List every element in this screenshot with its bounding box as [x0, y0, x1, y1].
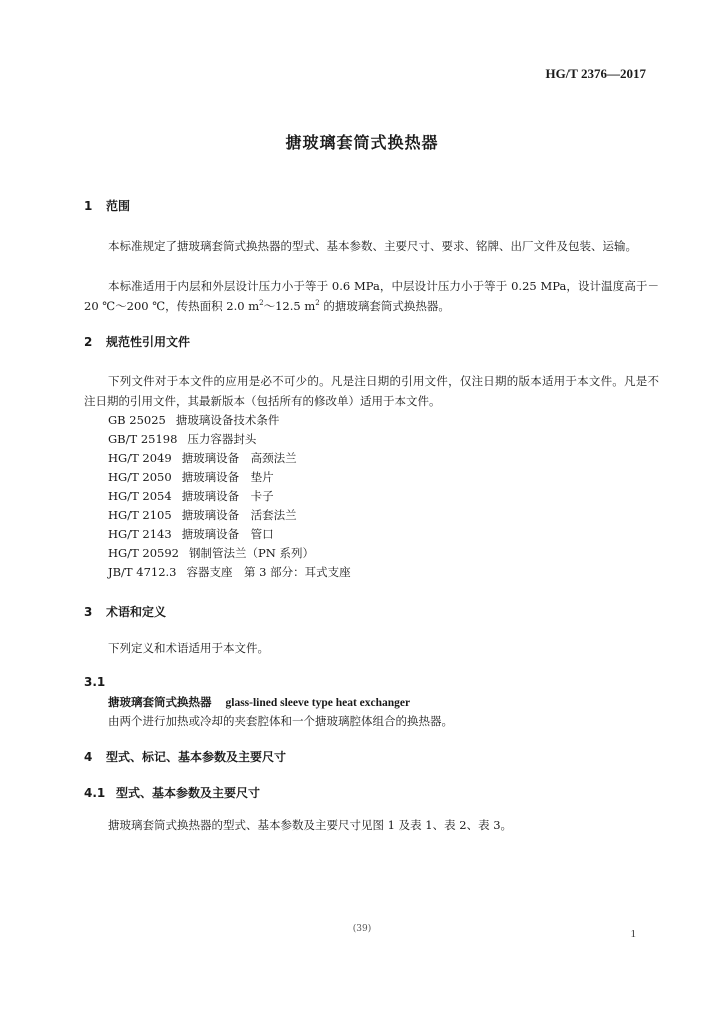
text-segment: 的搪玻璃套筒式换热器。	[319, 299, 450, 313]
reference-list	[108, 411, 628, 582]
section-1-heading	[84, 197, 130, 214]
superscript: 2	[259, 299, 264, 308]
paragraph-types: 搪玻璃套筒式换热器的型式、基本参数及主要尺寸见图 1 及表 1、表 2、表 3。	[108, 818, 513, 832]
reference-item	[108, 468, 628, 487]
reference-item	[108, 544, 628, 563]
reference-code: HG/T 2054	[108, 489, 172, 503]
subsection-4-1-heading	[84, 784, 260, 801]
document-title: 搪玻璃套筒式换热器	[285, 133, 439, 152]
footer-page-number: 1	[630, 928, 636, 940]
paragraph-scope-1: 本标准规定了搪玻璃套筒式换热器的型式、基本参数、主要尺寸、要求、铭牌、出厂文件及包装、运输。	[108, 239, 637, 253]
reference-code: HG/T 2143	[108, 527, 172, 541]
reference-title: 搪玻璃设备技术条件	[175, 413, 280, 427]
term-english: glass-lined sleeve type heat exchanger	[225, 697, 411, 709]
reference-code: HG/T 2050	[108, 470, 172, 484]
section-number: 2	[84, 335, 93, 349]
reference-code: HG/T 20592	[108, 546, 179, 560]
section-number: 4	[84, 750, 93, 764]
paragraph-references: 下列文件对于本文件的应用是必不可少的。凡是注日期的引用文件，仅注日期的版本适用于本文件。凡是不注日期的引用文件，其最新版本（包括所有的修改单）适用于本文件。	[84, 374, 659, 408]
section-title: 规范性引用文件	[106, 335, 191, 349]
section-2-heading	[84, 333, 190, 350]
reference-item	[108, 525, 628, 544]
reference-code: HG/T 2105	[108, 508, 172, 522]
reference-item	[108, 411, 628, 430]
reference-code: GB 25025	[108, 413, 166, 427]
reference-item	[108, 506, 628, 525]
reference-item	[108, 487, 628, 506]
reference-title: 钢制管法兰（PN 系列）	[189, 546, 314, 560]
reference-title: 搪玻璃设备 高颈法兰	[181, 451, 297, 465]
section-number: 1	[84, 199, 93, 213]
reference-title: 容器支座 第 3 部分：耳式支座	[186, 565, 351, 579]
reference-item	[108, 449, 628, 468]
reference-item	[108, 563, 628, 582]
text-segment: 本标准适用于内层和外层设计压力小于等于 0.6 MPa，中层设计压力小于等于 0.25 MPa，设计温度高于－20 ℃～200 ℃，传热面积 2.0 m	[84, 279, 659, 313]
reference-title: 压力容器封头	[187, 432, 257, 446]
section-number: 3	[84, 605, 93, 619]
reference-code: HG/T 2049	[108, 451, 172, 465]
reference-title: 搪玻璃设备 垫片	[181, 470, 274, 484]
standard-code: HG/T 2376—2017	[545, 66, 646, 81]
text-segment: ～12.5 m	[263, 299, 316, 313]
term-chinese: 搪玻璃套筒式换热器	[108, 695, 212, 709]
paragraph-terms: 下列定义和术语适用于本文件。	[108, 641, 269, 655]
reference-item	[108, 430, 628, 449]
term-entry	[108, 692, 668, 713]
paragraph-scope-2	[84, 276, 659, 316]
section-title: 术语和定义	[106, 605, 167, 619]
superscript: 2	[315, 299, 320, 308]
term-definition: 由两个进行加热或冷却的夹套腔体和一个搪玻璃腔体组合的换热器。	[108, 714, 453, 728]
section-3-heading	[84, 603, 166, 620]
reference-title: 搪玻璃设备 活套法兰	[181, 508, 297, 522]
reference-title: 搪玻璃设备 卡子	[181, 489, 274, 503]
reference-code: GB/T 25198	[108, 432, 178, 446]
reference-title: 搪玻璃设备 管口	[181, 527, 274, 541]
section-title: 型式、标记、基本参数及主要尺寸	[106, 750, 287, 764]
section-4-heading	[84, 748, 286, 765]
subsection-number: 4.1	[84, 786, 106, 800]
subsection-title: 型式、基本参数及主要尺寸	[116, 786, 261, 800]
section-title: 范围	[106, 199, 131, 213]
reference-code: JB/T 4712.3	[108, 565, 177, 579]
subsection-3-1-number: 3.1	[84, 675, 106, 689]
footer-page-label: (39)	[352, 924, 372, 934]
